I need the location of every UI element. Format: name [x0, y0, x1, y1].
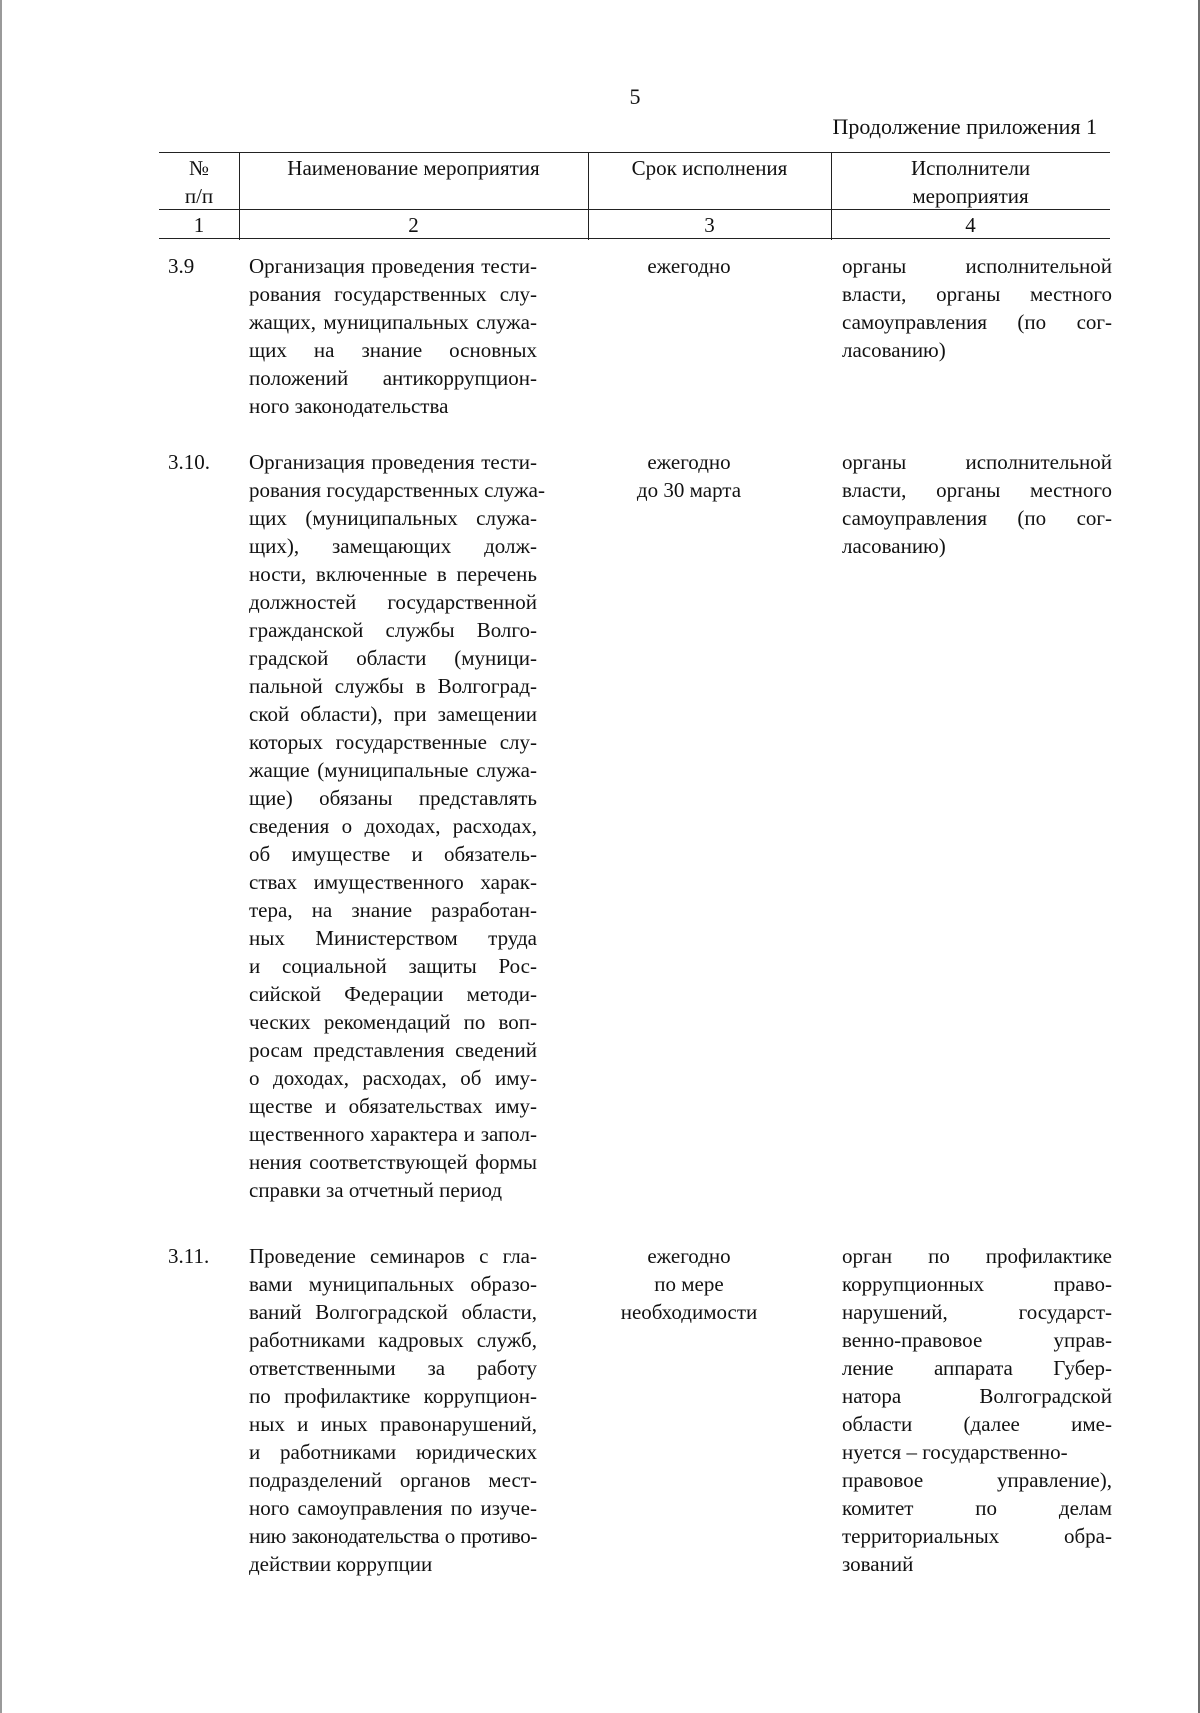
text-line: ного законодательства: [249, 394, 449, 418]
header-number-line1: №: [188, 156, 210, 180]
text-line: по профилактике коррупцион-: [249, 1384, 537, 1408]
text-line: ствах имущественного харак-: [249, 870, 537, 894]
row-executors: [842, 252, 1112, 364]
text-line: вами муниципальных образо-: [249, 1272, 537, 1296]
text-line: до 30 марта: [636, 478, 742, 502]
header-number-line2: п/п: [184, 184, 214, 208]
text-line: подразделений органов мест-: [249, 1468, 537, 1492]
page-number: 5: [629, 84, 641, 109]
text-line: действии коррупции: [249, 1552, 433, 1576]
text-line: орган по профилактике: [842, 1244, 1112, 1268]
row-activity-name: [249, 252, 537, 420]
text-line: Организация проведения тести-: [249, 450, 537, 474]
appendix-continuation-note: Продолжение приложения 1: [832, 114, 1097, 139]
header-activity-name-text: Наименование мероприятия: [287, 156, 540, 180]
text-line: нуется – государственно-: [842, 1440, 1068, 1464]
text-line: ных и иных правонарушений,: [249, 1412, 537, 1436]
text-line: которых государственные слу-: [249, 730, 537, 754]
text-line: щих), замещающих долж-: [249, 534, 537, 558]
text-line: зований: [842, 1552, 914, 1576]
text-line: ного самоуправления по изуче-: [249, 1496, 537, 1520]
text-line: тера, на знание разработан-: [249, 898, 537, 922]
text-line: щественного характера и запол-: [249, 1122, 537, 1146]
text-line: ласованию): [842, 338, 946, 362]
text-line: щие) обязаны представлять: [249, 786, 537, 810]
column-number-4: 4: [965, 213, 976, 237]
text-line: ных Министерством труда: [249, 926, 537, 950]
text-line: щих (муниципальных служа-: [249, 506, 537, 530]
header-deadline-text: Срок исполнения: [631, 156, 788, 180]
header-executors-line2: мероприятия: [912, 184, 1029, 208]
text-line: натора Волгоградской: [842, 1384, 1112, 1408]
text-line: рования государственных слу-: [249, 282, 537, 306]
text-line: ежегодно: [647, 254, 731, 278]
text-line: власти, органы местного: [842, 282, 1112, 306]
text-line: жащих, муниципальных служа-: [249, 310, 537, 334]
text-line: ласованию): [842, 534, 946, 558]
text-line: и социальной защиты Рос-: [249, 954, 537, 978]
text-line: Проведение семинаров с гла-: [249, 1244, 537, 1268]
text-line: ческих рекомендаций по воп-: [249, 1010, 537, 1034]
text-line: необходимости: [620, 1300, 758, 1324]
row-number: 3.9: [168, 254, 195, 278]
text-line: правовое управление),: [842, 1468, 1112, 1492]
text-line: Организация проведения тести-: [249, 254, 537, 278]
column-number-2: 2: [408, 213, 419, 237]
text-line: справки за отчетный период: [249, 1178, 503, 1202]
text-line: и работниками юридических: [249, 1440, 537, 1464]
text-line: власти, органы местного: [842, 478, 1112, 502]
row-deadline: [589, 252, 789, 280]
header-executors: [831, 154, 1110, 210]
row-deadline: [589, 1242, 789, 1326]
text-line: ежегодно: [647, 450, 731, 474]
text-line: ществе и обязательствах иму-: [249, 1094, 537, 1118]
row-number: 3.10.: [168, 450, 210, 474]
header-deadline: [588, 154, 831, 182]
row-deadline: [589, 448, 789, 504]
header-executors-line1: Исполнители: [910, 156, 1031, 180]
text-line: жащие (муниципальные служа-: [249, 758, 537, 782]
column-number-1: 1: [193, 213, 205, 237]
scan-edge-left: [0, 0, 2, 1713]
header-number: [159, 154, 239, 210]
text-line: о доходах, расходах, об иму-: [249, 1066, 537, 1090]
text-line: работниками кадровых служб,: [249, 1328, 537, 1352]
text-line: венно-правовое управ-: [842, 1328, 1112, 1352]
row-executors: [842, 1242, 1112, 1578]
text-line: коррупционных право-: [842, 1272, 1112, 1296]
text-line: гражданской службы Волго-: [249, 618, 537, 642]
text-line: нарушений, государст-: [842, 1300, 1112, 1324]
text-line: области (далее име-: [842, 1412, 1112, 1436]
text-line: сведения о доходах, расходах,: [249, 814, 537, 838]
text-line: ской области), при замещении: [249, 702, 537, 726]
text-line: пальной службы в Волгоград-: [249, 674, 537, 698]
text-line: положений антикоррупцион-: [249, 366, 537, 390]
row-activity-name: [249, 1242, 537, 1578]
text-line: ваний Волгоградской области,: [249, 1300, 537, 1324]
text-line: ности, включенные в перечень: [249, 562, 537, 586]
text-line: щих на знание основных: [249, 338, 537, 362]
header-activity-name: [239, 154, 588, 182]
text-line: по мере: [654, 1272, 724, 1296]
text-line: градской области (муници-: [249, 646, 537, 670]
text-line: нения соответствующей формы: [249, 1150, 537, 1174]
header-bottom-rule: [159, 238, 1110, 239]
text-line: комитет по делам: [842, 1496, 1112, 1520]
header-top-rule: [159, 152, 1110, 153]
text-line: об имуществе и обязатель-: [249, 842, 537, 866]
text-line: самоуправления (по сог-: [842, 310, 1112, 334]
text-line: росам представления сведений: [249, 1038, 537, 1062]
text-line: ление аппарата Губер-: [842, 1356, 1112, 1380]
text-line: ежегодно: [647, 1244, 731, 1268]
text-line: органы исполнительной: [842, 254, 1112, 278]
table-header: [159, 152, 1110, 240]
row-number: 3.11.: [168, 1244, 210, 1268]
text-line: органы исполнительной: [842, 450, 1112, 474]
text-line: рования государственных служа-: [249, 478, 545, 502]
text-line: ответственными за работу: [249, 1356, 537, 1380]
row-activity-name: [249, 448, 545, 1204]
text-line: нию законодательства о противо-: [249, 1524, 537, 1548]
text-line: самоуправления (по сог-: [842, 506, 1112, 530]
text-line: территориальных обра-: [842, 1524, 1112, 1548]
column-number-3: 3: [704, 213, 715, 237]
text-line: должностей государственной: [249, 590, 537, 614]
text-line: сийской Федерации методи-: [249, 982, 537, 1006]
row-executors: [842, 448, 1112, 560]
